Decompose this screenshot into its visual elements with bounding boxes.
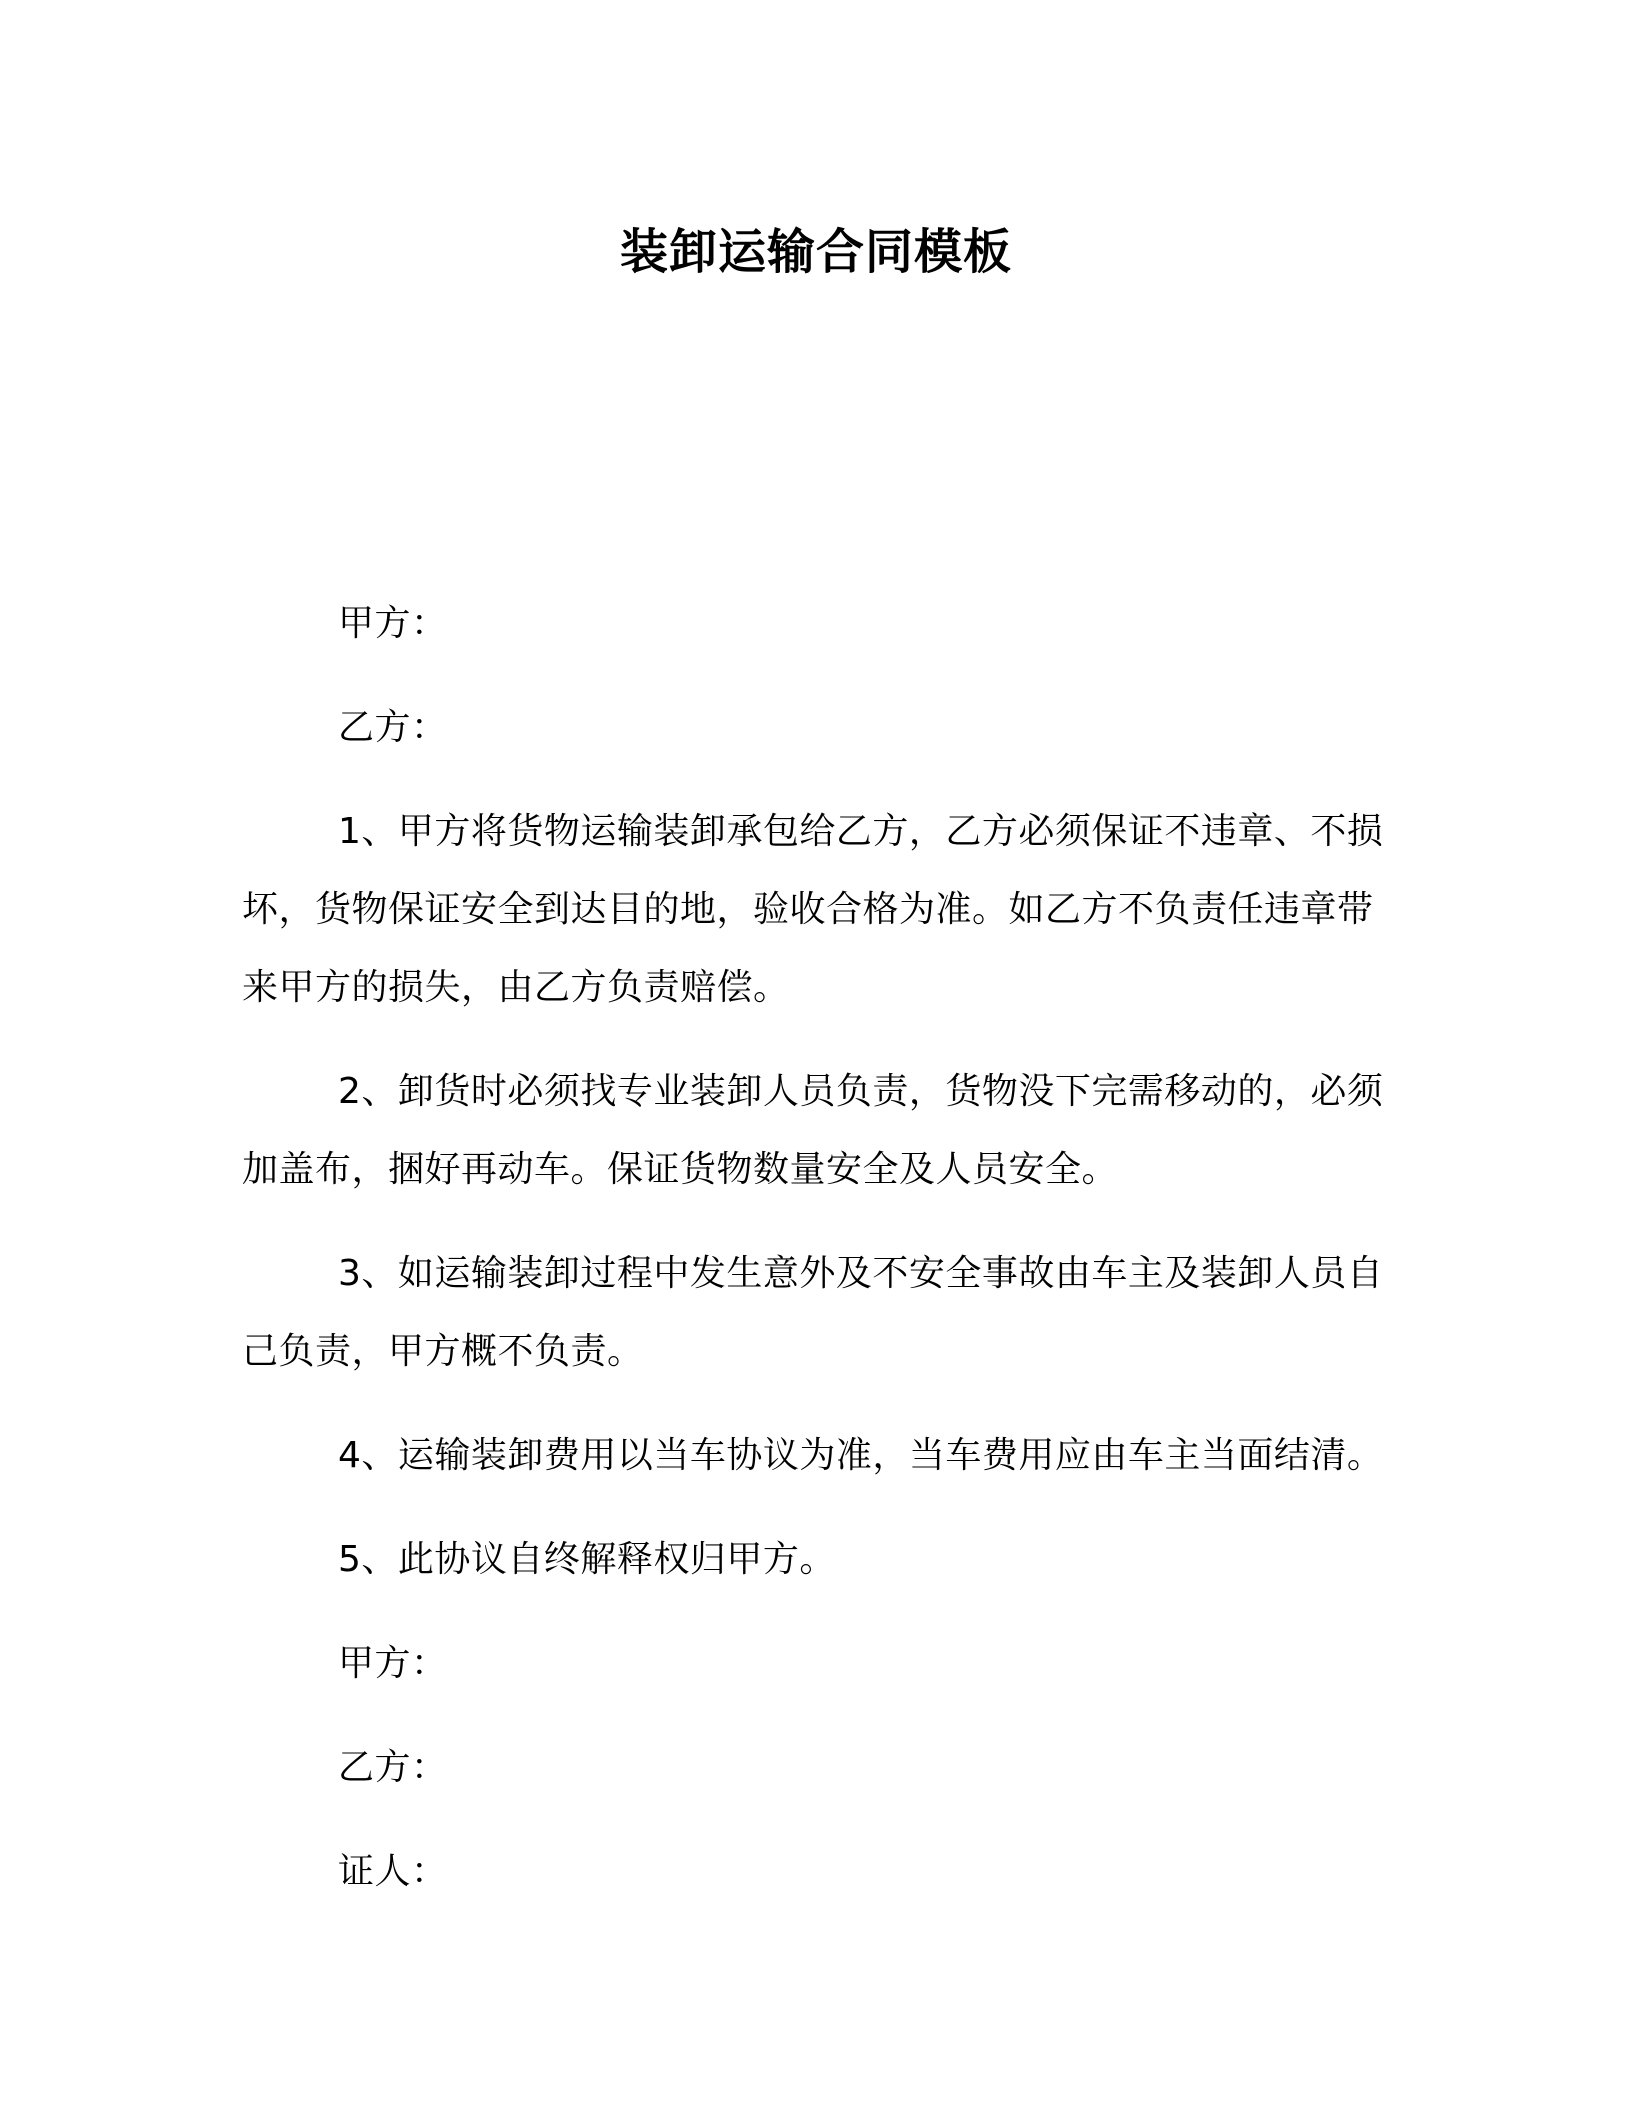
clause-1: 1、甲方将货物运输装卸承包给乙方，乙方必须保证不违章、不损坏，货物保证安全到达目的地，验收合格为准。如乙方不负责任违章带来甲方的损失，由乙方负责赔偿。 (242, 811, 1384, 1008)
party-a-header: 甲方： (338, 603, 448, 644)
signature-party-a: 甲方： (338, 1643, 448, 1684)
clause-2: 2、卸货时必须找专业装卸人员负责，货物没下完需移动的，必须加盖布，捆好再动车。保证货物数量安全及人员安全。 (242, 1071, 1384, 1190)
clause-3: 3、如运输装卸过程中发生意外及不安全事故由车主及装卸人员自己负责，甲方概不负责。 (242, 1253, 1384, 1372)
clause-5: 5、此协议自终解释权归甲方。 (338, 1539, 836, 1580)
party-b-header: 乙方： (338, 707, 448, 748)
contract-body (242, 585, 1392, 1911)
signature-party-b: 乙方： (338, 1747, 448, 1788)
document-title: 装卸运输合同模板 (619, 224, 1012, 280)
signature-witness: 证人： (338, 1851, 448, 1892)
clause-4: 4、运输装卸费用以当车协议为准，当车费用应由车主当面结清。 (338, 1435, 1384, 1476)
